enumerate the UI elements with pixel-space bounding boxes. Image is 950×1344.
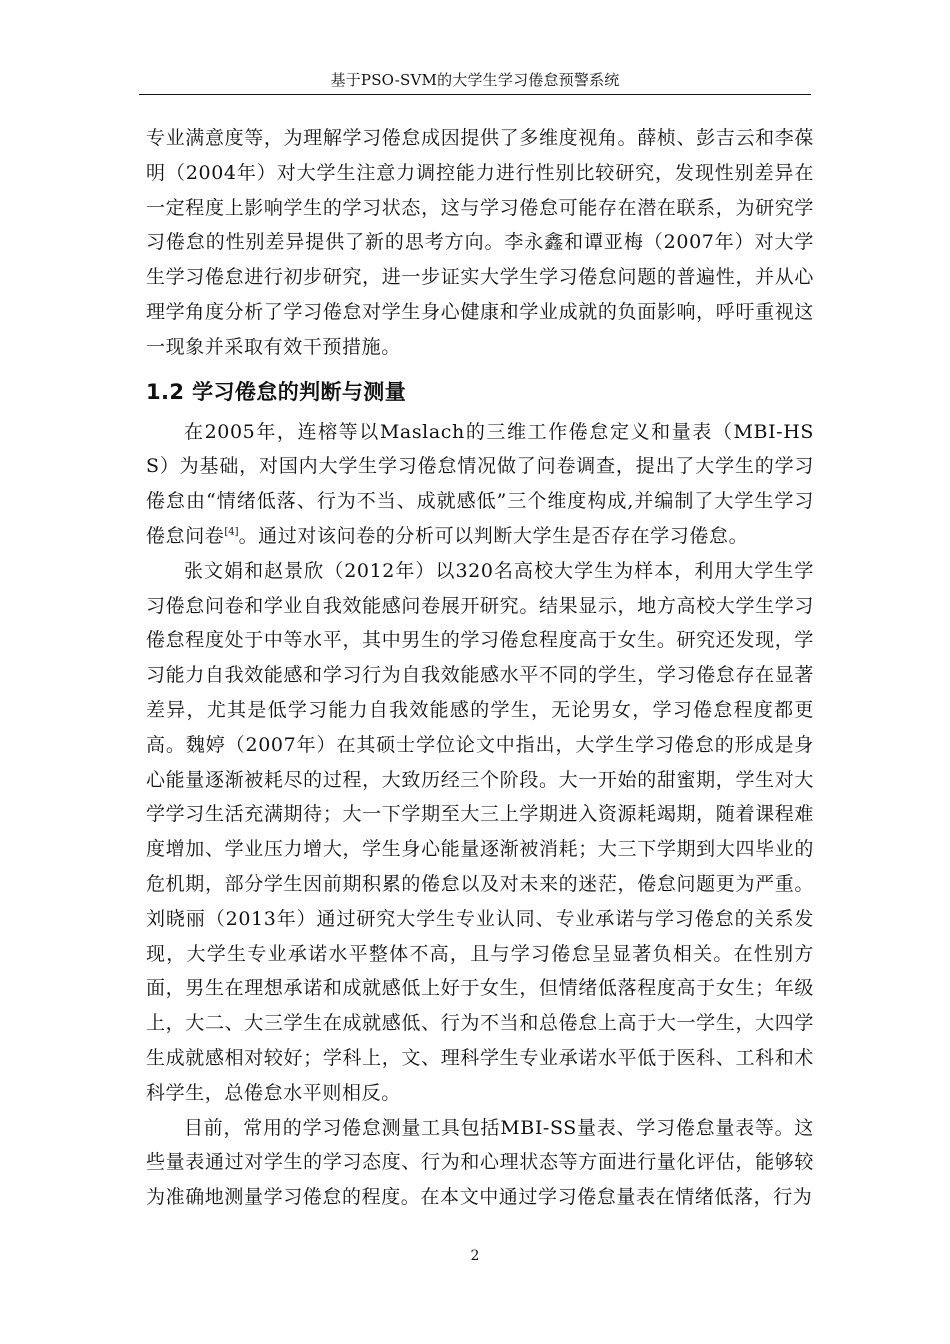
page-number: 2 [470, 1248, 480, 1264]
paragraph-lianrong [146, 415, 814, 554]
citation-reference[interactable]: [4] [224, 526, 239, 538]
running-header: 基于PSO-SVM的大学生学习倦怠预警系统 [330, 71, 620, 89]
paragraph-text: 。通过对该问卷的分析可以判断大学生是否存在学习倦怠。 [238, 524, 749, 547]
document-body [146, 121, 814, 1215]
paragraph-continued: 专业满意度等，为理解学习倦怠成因提供了多维度视角。薛桢、彭吉云和李葆明（2004年）对大学生注意力调控能力进行性别比较研究，发现性别差异在一定程度上影响学生的学习状态，这与学习倦怠可能存在潜在联系，为研究学习倦怠的性别差异提供了新的思考方向。李永鑫和谭亚梅（2007年）对大学生学习倦怠进行初步研究，进一步证实大学生学习倦怠问题的普遍性，并从心理学角度分析了学习倦怠对学生身心健康和学业成就的负面影响，呼吁重视这一现象并采取有效干预措施。 [146, 127, 814, 358]
paragraph-text: 在2005年，连榕等以Maslach的三维工作倦怠定义和量表（MBI-HSS）为基础，对国内大学生学习倦怠情况做了问卷调查，提出了大学生的学习倦怠由“情绪低落、行为不当、成就感低”三个维度构成,并编制了大学生学习倦怠问卷 [146, 420, 814, 547]
paragraph-zhangwenjuan: 张文娟和赵景欣（2012年）以320名高校大学生为样本，利用大学生学习倦怠问卷和学业自我效能感问卷展开研究。结果显示，地方高校大学生学习倦怠程度处于中等水平，其中男生的学习倦怠程度高于女生。研究还发现，学习能力自我效能感和学习行为自我效能感水平不同的学生，学习倦怠存在显著差异，尤其是低学习能力自我效能感的学生，无论男女，学习倦怠程度都更高。魏婷（2007年）在其硕士学位论文中指出，大学生学习倦怠的形成是身心能量逐渐被耗尽的过程，大致历经三个阶段。大一开始的甜蜜期，学生对大学学习生活充满期待；大一下学期至大三上学期进入资源耗竭期，随着课程难度增加、学业压力增大，学生身心能量逐渐被消耗；大三下学期到大四毕业的危机期，部分学生因前期积累的倦怠以及对未来的迷茫，倦怠问题更为严重。刘晓丽（2013年）通过研究大学生专业认同、专业承诺与学习倦怠的关系发现，大学生专业承诺水平整体不高，且与学习倦怠呈显著负相关。在性别方面，男生在理想承诺和成就感低上好于女生，但情绪低落程度高于女生；年级上，大二、大三学生在成就感低、行为不当和总倦怠上高于大一学生，大四学生成就感相对较好；学科上，文、理科学生专业承诺水平低于医科、工科和术科学生，总倦怠水平则相反。 [146, 559, 814, 1104]
section-heading: 1.2 学习倦怠的判断与测量 [146, 379, 407, 404]
header-divider [139, 94, 811, 95]
paragraph-measurement-tools: 目前，常用的学习倦怠测量工具包括MBI-SS量表、学习倦怠量表等。这些量表通过对学生的学习态度、行为和心理状态等方面进行量化评估，能够较为准确地测量学习倦怠的程度。在本文中通过学习倦怠量表在情绪低落，行为 [146, 1116, 814, 1209]
